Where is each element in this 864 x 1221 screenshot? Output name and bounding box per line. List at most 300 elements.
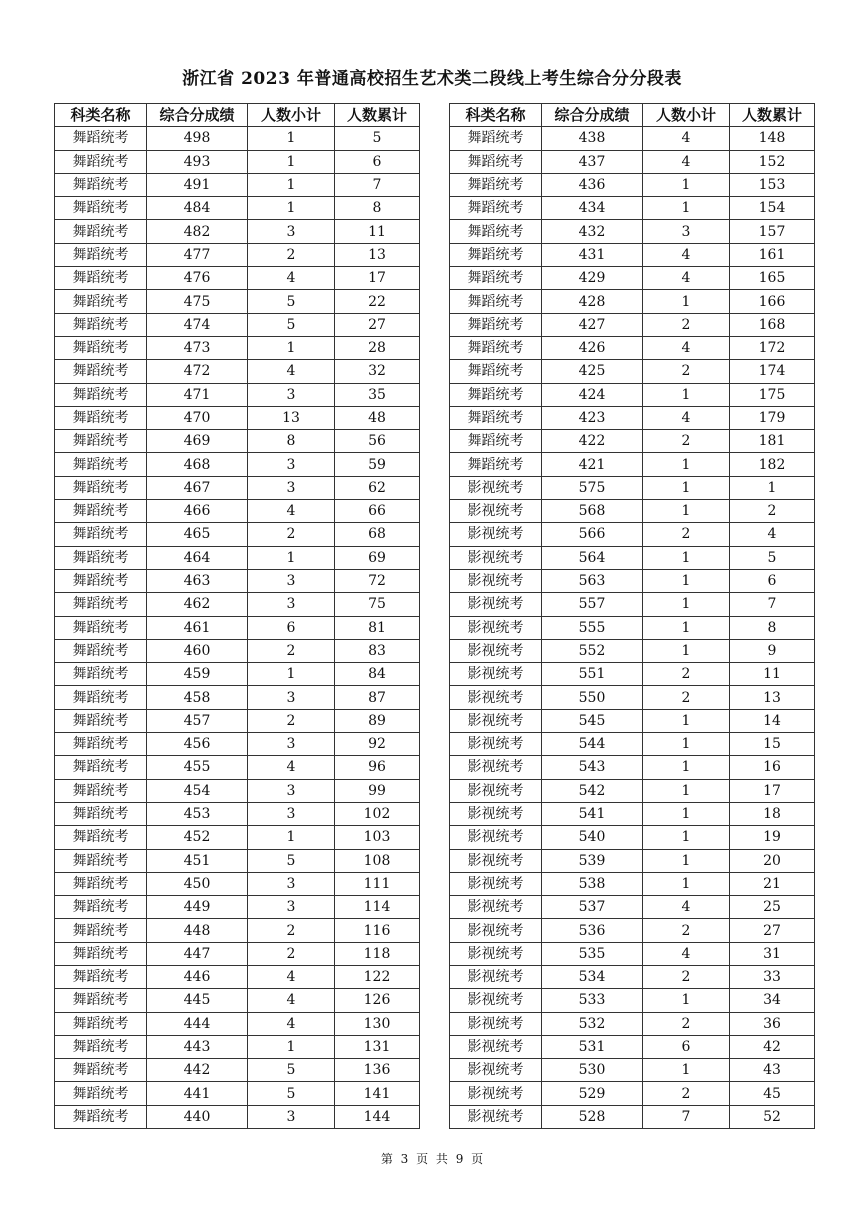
cell-count: 2 — [248, 243, 335, 266]
cell-cumulative: 20 — [730, 849, 815, 872]
cell-cumulative: 52 — [730, 1105, 815, 1128]
cell-cumulative: 116 — [335, 919, 420, 942]
table-row — [450, 406, 815, 429]
cell-score: 443 — [147, 1035, 248, 1058]
cell-score: 448 — [147, 919, 248, 942]
cell-category: 影视统考 — [450, 1035, 542, 1058]
table-row — [450, 593, 815, 616]
cell-score: 468 — [147, 453, 248, 476]
cell-count: 3 — [248, 779, 335, 802]
cell-cumulative: 66 — [335, 500, 420, 523]
table-row — [450, 290, 815, 313]
table-row — [55, 756, 420, 779]
table-row — [450, 243, 815, 266]
header-category: 科类名称 — [55, 104, 147, 127]
cell-score: 434 — [542, 197, 643, 220]
cell-score: 424 — [542, 383, 643, 406]
table-row — [450, 173, 815, 196]
header-cumulative: 人数累计 — [730, 104, 815, 127]
cell-score: 441 — [147, 1082, 248, 1105]
cell-score: 544 — [542, 733, 643, 756]
cell-count: 5 — [248, 1082, 335, 1105]
cell-score: 429 — [542, 267, 643, 290]
cell-cumulative: 130 — [335, 1012, 420, 1035]
cell-category: 影视统考 — [450, 896, 542, 919]
table-row — [450, 733, 815, 756]
cell-score: 421 — [542, 453, 643, 476]
cell-score: 451 — [147, 849, 248, 872]
cell-cumulative: 161 — [730, 243, 815, 266]
cell-score: 542 — [542, 779, 643, 802]
cell-cumulative: 114 — [335, 896, 420, 919]
cell-score: 440 — [147, 1105, 248, 1128]
cell-score: 477 — [147, 243, 248, 266]
cell-cumulative: 141 — [335, 1082, 420, 1105]
cell-cumulative: 6 — [335, 150, 420, 173]
cell-count: 2 — [248, 919, 335, 942]
cell-score: 474 — [147, 313, 248, 336]
cell-count: 1 — [643, 709, 730, 732]
cell-cumulative: 33 — [730, 965, 815, 988]
table-row — [55, 197, 420, 220]
cell-cumulative: 83 — [335, 639, 420, 662]
cell-category: 影视统考 — [450, 1105, 542, 1128]
cell-score: 555 — [542, 616, 643, 639]
cell-score: 457 — [147, 709, 248, 732]
cell-score: 541 — [542, 802, 643, 825]
cell-category: 影视统考 — [450, 942, 542, 965]
cell-count: 5 — [248, 290, 335, 313]
table-row — [55, 569, 420, 592]
cell-cumulative: 108 — [335, 849, 420, 872]
table-row — [55, 546, 420, 569]
table-row — [450, 383, 815, 406]
cell-category: 舞蹈统考 — [55, 453, 147, 476]
cell-count: 4 — [643, 406, 730, 429]
cell-count: 4 — [643, 243, 730, 266]
cell-category: 舞蹈统考 — [450, 453, 542, 476]
table-row — [55, 150, 420, 173]
cell-count: 4 — [248, 267, 335, 290]
cell-score: 540 — [542, 826, 643, 849]
cell-count: 3 — [248, 453, 335, 476]
score-table-right — [449, 103, 815, 1129]
cell-score: 539 — [542, 849, 643, 872]
table-row — [450, 872, 815, 895]
table-row — [55, 1105, 420, 1128]
cell-score: 476 — [147, 267, 248, 290]
cell-score: 575 — [542, 476, 643, 499]
cell-cumulative: 99 — [335, 779, 420, 802]
cell-count: 3 — [248, 733, 335, 756]
cell-cumulative: 96 — [335, 756, 420, 779]
cell-count: 2 — [248, 639, 335, 662]
cell-score: 464 — [147, 546, 248, 569]
table-row — [450, 919, 815, 942]
cell-cumulative: 144 — [335, 1105, 420, 1128]
cell-category: 舞蹈统考 — [450, 127, 542, 150]
table-row — [450, 267, 815, 290]
cell-cumulative: 2 — [730, 500, 815, 523]
cell-count: 2 — [248, 942, 335, 965]
cell-category: 舞蹈统考 — [450, 243, 542, 266]
cell-cumulative: 103 — [335, 826, 420, 849]
cell-cumulative: 122 — [335, 965, 420, 988]
cell-score: 460 — [147, 639, 248, 662]
cell-count: 3 — [248, 220, 335, 243]
table-row — [450, 709, 815, 732]
cell-score: 454 — [147, 779, 248, 802]
cell-cumulative: 92 — [335, 733, 420, 756]
table-row — [55, 383, 420, 406]
cell-count: 3 — [248, 569, 335, 592]
cell-score: 432 — [542, 220, 643, 243]
cell-category: 影视统考 — [450, 965, 542, 988]
cell-cumulative: 148 — [730, 127, 815, 150]
cell-count: 1 — [643, 476, 730, 499]
cell-score: 467 — [147, 476, 248, 499]
cell-count: 8 — [248, 430, 335, 453]
cell-count: 3 — [248, 1105, 335, 1128]
cell-count: 5 — [248, 313, 335, 336]
cell-score: 530 — [542, 1059, 643, 1082]
cell-count: 4 — [643, 942, 730, 965]
cell-count: 1 — [248, 150, 335, 173]
table-row — [450, 500, 815, 523]
table-row — [55, 523, 420, 546]
cell-cumulative: 72 — [335, 569, 420, 592]
table-row — [450, 616, 815, 639]
cell-count: 2 — [643, 1082, 730, 1105]
cell-score: 453 — [147, 802, 248, 825]
cell-count: 1 — [248, 826, 335, 849]
cell-count: 1 — [643, 802, 730, 825]
cell-cumulative: 84 — [335, 663, 420, 686]
cell-count: 1 — [248, 197, 335, 220]
cell-category: 舞蹈统考 — [55, 290, 147, 313]
cell-score: 431 — [542, 243, 643, 266]
cell-cumulative: 25 — [730, 896, 815, 919]
cell-cumulative: 27 — [335, 313, 420, 336]
cell-cumulative: 45 — [730, 1082, 815, 1105]
cell-count: 4 — [643, 150, 730, 173]
cell-count: 3 — [248, 872, 335, 895]
cell-cumulative: 6 — [730, 569, 815, 592]
cell-cumulative: 16 — [730, 756, 815, 779]
cell-score: 535 — [542, 942, 643, 965]
cell-cumulative: 36 — [730, 1012, 815, 1035]
cell-count: 3 — [643, 220, 730, 243]
cell-count: 3 — [248, 476, 335, 499]
table-row — [55, 243, 420, 266]
cell-category: 舞蹈统考 — [55, 500, 147, 523]
cell-cumulative: 4 — [730, 523, 815, 546]
cell-count: 4 — [643, 896, 730, 919]
table-row — [450, 523, 815, 546]
cell-cumulative: 131 — [335, 1035, 420, 1058]
table-row — [55, 1035, 420, 1058]
table-row — [450, 896, 815, 919]
cell-category: 舞蹈统考 — [55, 593, 147, 616]
cell-cumulative: 48 — [335, 406, 420, 429]
cell-count: 4 — [248, 965, 335, 988]
cell-score: 538 — [542, 872, 643, 895]
cell-count: 2 — [643, 1012, 730, 1035]
cell-category: 舞蹈统考 — [55, 220, 147, 243]
cell-cumulative: 69 — [335, 546, 420, 569]
cell-category: 舞蹈统考 — [450, 313, 542, 336]
cell-score: 471 — [147, 383, 248, 406]
cell-cumulative: 168 — [730, 313, 815, 336]
cell-category: 影视统考 — [450, 779, 542, 802]
cell-count: 1 — [248, 663, 335, 686]
cell-category: 影视统考 — [450, 639, 542, 662]
cell-score: 465 — [147, 523, 248, 546]
cell-category: 影视统考 — [450, 546, 542, 569]
cell-cumulative: 152 — [730, 150, 815, 173]
table-row — [55, 290, 420, 313]
table-row — [55, 1082, 420, 1105]
table-row — [55, 686, 420, 709]
cell-score: 444 — [147, 1012, 248, 1035]
cell-score: 449 — [147, 896, 248, 919]
cell-count: 4 — [248, 500, 335, 523]
page-footer: 第 3 页 共 9 页 — [380, 1152, 484, 1166]
cell-count: 2 — [643, 663, 730, 686]
cell-score: 534 — [542, 965, 643, 988]
table-row — [55, 896, 420, 919]
cell-category: 舞蹈统考 — [55, 942, 147, 965]
cell-category: 舞蹈统考 — [450, 406, 542, 429]
table-row — [450, 569, 815, 592]
cell-count: 1 — [248, 173, 335, 196]
cell-count: 1 — [643, 826, 730, 849]
cell-cumulative: 1 — [730, 476, 815, 499]
cell-score: 466 — [147, 500, 248, 523]
table-row — [450, 779, 815, 802]
cell-score: 446 — [147, 965, 248, 988]
cell-score: 470 — [147, 406, 248, 429]
cell-count: 1 — [643, 383, 730, 406]
cell-score: 551 — [542, 663, 643, 686]
cell-cumulative: 136 — [335, 1059, 420, 1082]
cell-count: 4 — [643, 267, 730, 290]
cell-category: 舞蹈统考 — [55, 709, 147, 732]
cell-category: 影视统考 — [450, 802, 542, 825]
table-row — [55, 1012, 420, 1035]
cell-score: 462 — [147, 593, 248, 616]
table-row — [55, 663, 420, 686]
cell-count: 1 — [248, 127, 335, 150]
table-row — [450, 965, 815, 988]
cell-count: 4 — [643, 127, 730, 150]
cell-category: 舞蹈统考 — [55, 523, 147, 546]
cell-count: 7 — [643, 1105, 730, 1128]
cell-count: 2 — [248, 709, 335, 732]
cell-score: 452 — [147, 826, 248, 849]
cell-score: 428 — [542, 290, 643, 313]
table-row — [450, 802, 815, 825]
cell-category: 影视统考 — [450, 919, 542, 942]
cell-category: 舞蹈统考 — [55, 1035, 147, 1058]
cell-cumulative: 7 — [335, 173, 420, 196]
cell-cumulative: 14 — [730, 709, 815, 732]
cell-cumulative: 17 — [730, 779, 815, 802]
table-row — [450, 360, 815, 383]
cell-category: 舞蹈统考 — [55, 127, 147, 150]
table-row — [450, 546, 815, 569]
cell-cumulative: 166 — [730, 290, 815, 313]
cell-cumulative: 5 — [335, 127, 420, 150]
table-row — [450, 942, 815, 965]
cell-category: 影视统考 — [450, 849, 542, 872]
cell-score: 536 — [542, 919, 643, 942]
cell-category: 舞蹈统考 — [450, 197, 542, 220]
cell-count: 13 — [248, 406, 335, 429]
cell-cumulative: 13 — [730, 686, 815, 709]
cell-category: 舞蹈统考 — [55, 406, 147, 429]
cell-cumulative: 21 — [730, 872, 815, 895]
cell-category: 舞蹈统考 — [55, 802, 147, 825]
table-row — [450, 453, 815, 476]
table-row — [55, 593, 420, 616]
cell-count: 1 — [643, 779, 730, 802]
cell-count: 1 — [643, 173, 730, 196]
cell-cumulative: 153 — [730, 173, 815, 196]
cell-score: 528 — [542, 1105, 643, 1128]
cell-category: 舞蹈统考 — [55, 1082, 147, 1105]
cell-count: 1 — [643, 733, 730, 756]
cell-count: 2 — [643, 919, 730, 942]
cell-score: 463 — [147, 569, 248, 592]
cell-cumulative: 5 — [730, 546, 815, 569]
cell-category: 舞蹈统考 — [55, 360, 147, 383]
cell-cumulative: 31 — [730, 942, 815, 965]
table-row — [55, 220, 420, 243]
table-row — [450, 849, 815, 872]
table-row — [55, 709, 420, 732]
header-cumulative: 人数累计 — [335, 104, 420, 127]
cell-score: 564 — [542, 546, 643, 569]
cell-category: 舞蹈统考 — [55, 756, 147, 779]
cell-category: 舞蹈统考 — [55, 686, 147, 709]
cell-score: 537 — [542, 896, 643, 919]
cell-score: 472 — [147, 360, 248, 383]
cell-cumulative: 81 — [335, 616, 420, 639]
cell-cumulative: 28 — [335, 336, 420, 359]
table-row — [55, 173, 420, 196]
cell-count: 1 — [643, 569, 730, 592]
table-row — [55, 476, 420, 499]
cell-category: 影视统考 — [450, 686, 542, 709]
cell-category: 舞蹈统考 — [55, 383, 147, 406]
table-row — [55, 826, 420, 849]
cell-score: 423 — [542, 406, 643, 429]
cell-category: 舞蹈统考 — [450, 173, 542, 196]
table-row — [55, 989, 420, 1012]
table-row — [55, 127, 420, 150]
cell-category: 舞蹈统考 — [55, 1012, 147, 1035]
cell-category: 影视统考 — [450, 872, 542, 895]
cell-cumulative: 75 — [335, 593, 420, 616]
cell-category: 舞蹈统考 — [450, 336, 542, 359]
header-count: 人数小计 — [248, 104, 335, 127]
cell-cumulative: 182 — [730, 453, 815, 476]
cell-score: 438 — [542, 127, 643, 150]
table-row — [55, 430, 420, 453]
cell-category: 舞蹈统考 — [55, 919, 147, 942]
table-row — [450, 826, 815, 849]
cell-category: 影视统考 — [450, 1059, 542, 1082]
cell-category: 舞蹈统考 — [55, 569, 147, 592]
cell-category: 影视统考 — [450, 709, 542, 732]
cell-category: 舞蹈统考 — [55, 546, 147, 569]
cell-cumulative: 32 — [335, 360, 420, 383]
table-header-row — [450, 104, 815, 127]
cell-cumulative: 11 — [730, 663, 815, 686]
cell-count: 3 — [248, 383, 335, 406]
cell-cumulative: 59 — [335, 453, 420, 476]
table-row — [450, 220, 815, 243]
cell-score: 491 — [147, 173, 248, 196]
cell-cumulative: 118 — [335, 942, 420, 965]
cell-score: 550 — [542, 686, 643, 709]
cell-cumulative: 8 — [730, 616, 815, 639]
table-row — [55, 453, 420, 476]
cell-count: 2 — [643, 313, 730, 336]
cell-score: 532 — [542, 1012, 643, 1035]
cell-count: 2 — [643, 965, 730, 988]
table-header-row — [55, 104, 420, 127]
cell-score: 442 — [147, 1059, 248, 1082]
cell-category: 舞蹈统考 — [55, 1105, 147, 1128]
cell-score: 436 — [542, 173, 643, 196]
cell-score: 445 — [147, 989, 248, 1012]
cell-cumulative: 15 — [730, 733, 815, 756]
cell-score: 461 — [147, 616, 248, 639]
cell-score: 469 — [147, 430, 248, 453]
cell-cumulative: 172 — [730, 336, 815, 359]
cell-category: 影视统考 — [450, 616, 542, 639]
cell-score: 450 — [147, 872, 248, 895]
cell-count: 6 — [643, 1035, 730, 1058]
cell-count: 1 — [643, 1059, 730, 1082]
table-body — [55, 127, 420, 1129]
cell-count: 2 — [643, 430, 730, 453]
cell-cumulative: 89 — [335, 709, 420, 732]
cell-category: 舞蹈统考 — [55, 476, 147, 499]
cell-cumulative: 102 — [335, 802, 420, 825]
cell-category: 影视统考 — [450, 826, 542, 849]
table-row — [450, 639, 815, 662]
table-row — [55, 965, 420, 988]
table-row — [450, 476, 815, 499]
cell-score: 552 — [542, 639, 643, 662]
cell-category: 影视统考 — [450, 1082, 542, 1105]
cell-category: 影视统考 — [450, 733, 542, 756]
cell-score: 425 — [542, 360, 643, 383]
cell-cumulative: 9 — [730, 639, 815, 662]
cell-score: 459 — [147, 663, 248, 686]
cell-count: 5 — [248, 849, 335, 872]
table-row — [450, 1082, 815, 1105]
cell-count: 1 — [643, 197, 730, 220]
table-row — [55, 500, 420, 523]
cell-count: 1 — [643, 989, 730, 1012]
cell-cumulative: 22 — [335, 290, 420, 313]
cell-cumulative: 42 — [730, 1035, 815, 1058]
table-row — [450, 313, 815, 336]
